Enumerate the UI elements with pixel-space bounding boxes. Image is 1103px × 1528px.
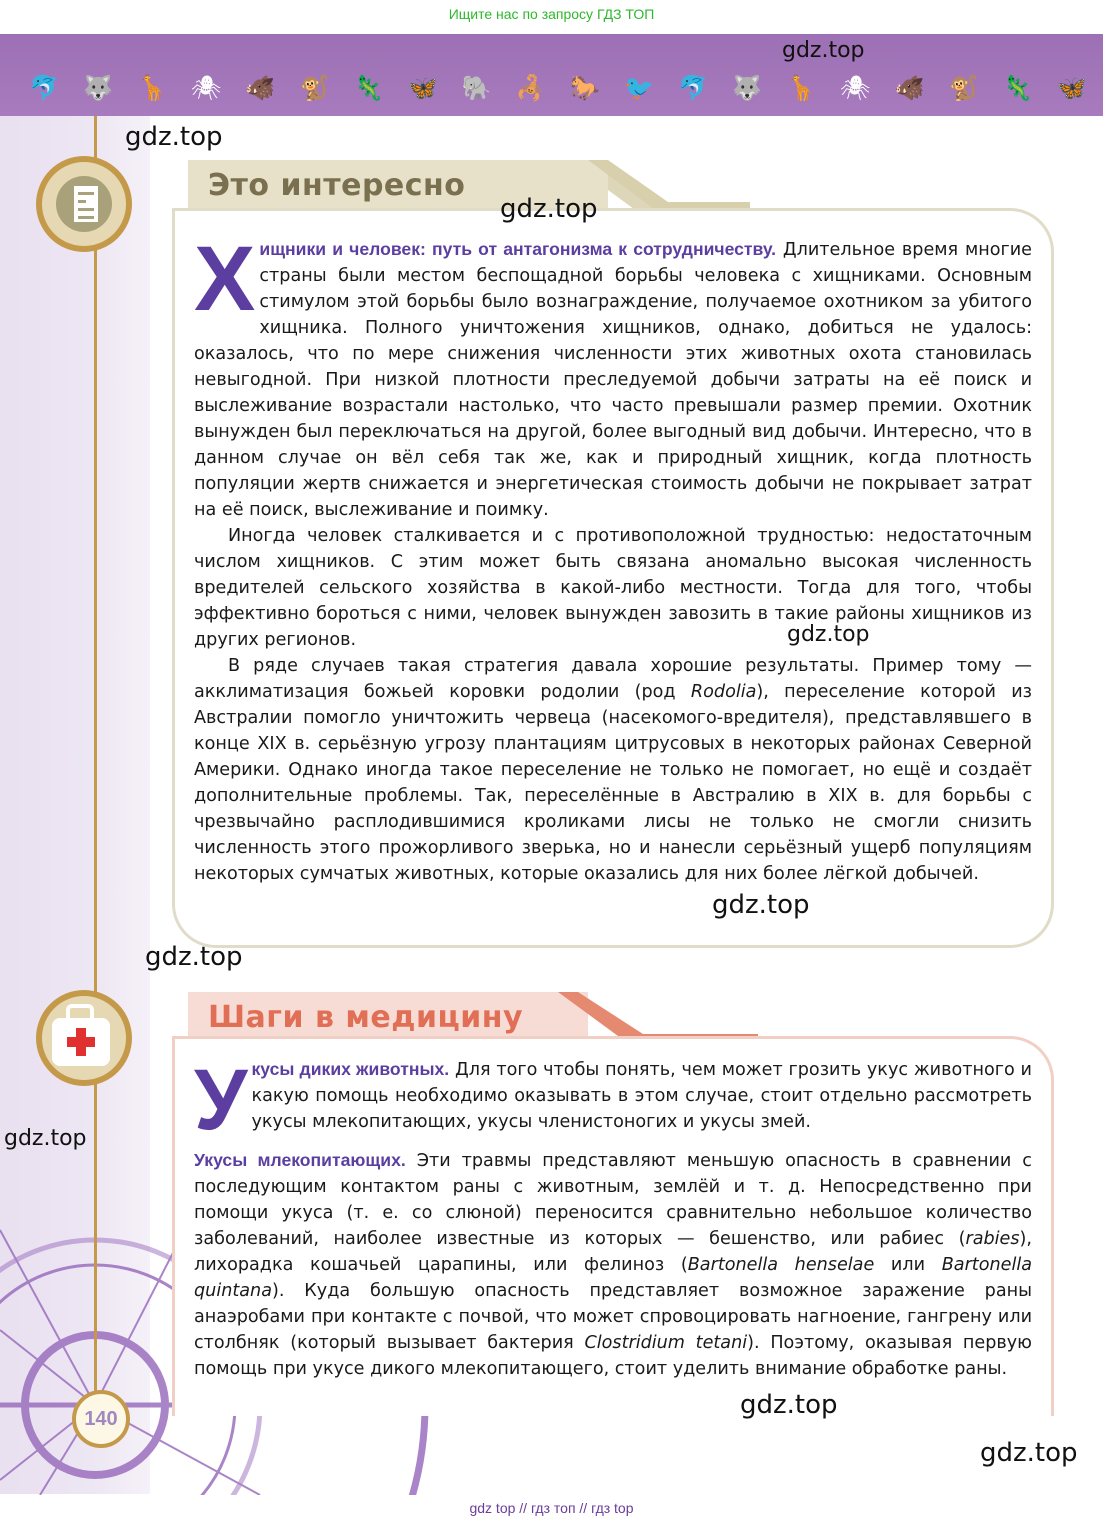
monkey-icon: 🐒 — [948, 74, 979, 102]
watermark: gdz.top — [787, 622, 870, 647]
butterfly-icon: 🦋 — [1056, 74, 1087, 102]
kit-handle — [66, 1004, 94, 1018]
paragraph-mammal-bites: Укусы млекопитающих. Эти травмы представляют меньшую опасность в сравнении с последующим контактом раны с животным, землёй и т. д. Непосредственно при помощи укуса (т. е. со слюной) переносится сравнительно небольшое количество заболеваний, наиболее известные из которых — бешенство, или рабиес (rabies), лихорадка кошачьей царапины, или фелиноз (Bartonella henselae или Bartonella quintana). Куда большую опасность представляет возможное заражение раны анаэробами при контакте с почвой, что может спровоцировать нагноение, гангрену или столбняк (который вызывает бактерия Clostridium tetani). Поэтому, оказывая первую помощь при укусе дикого млекопитающего, стоит уделить внимание обработке раны. — [194, 1150, 1032, 1379]
footer-links: gdz top // гдз топ // гдз top — [469, 1500, 634, 1516]
scorpion-icon: 🦂 — [515, 74, 546, 102]
section-badge-interesting — [36, 156, 132, 252]
drop-cap: Х — [194, 228, 256, 330]
search-hint: Ищите нас по запросу ГДЗ ТОП — [448, 6, 655, 22]
section-title: Шаги в медицину — [208, 1000, 524, 1035]
wolf-icon: 🐺 — [732, 74, 763, 102]
spider-icon: 🕷 — [840, 74, 871, 102]
section-header-interesting — [188, 160, 758, 208]
giraffe-icon: 🦒 — [786, 74, 817, 102]
section-title: Это интересно — [208, 168, 466, 203]
watermark: gdz.top — [712, 890, 810, 920]
red-cross-horizontal — [67, 1037, 95, 1047]
lizard-icon: 🦎 — [353, 74, 384, 102]
watermark: gdz.top — [740, 1390, 838, 1420]
sub-heading: Укусы млекопитающих. — [194, 1150, 406, 1170]
section-body-interesting — [194, 228, 1032, 887]
dolphin-icon: 🐬 — [678, 74, 709, 102]
spider-icon: 🕷 — [191, 74, 222, 102]
drop-cap: У — [194, 1052, 248, 1148]
bird-icon: 🐦 — [624, 74, 654, 102]
margin-gold-line — [94, 116, 97, 1396]
dolphin-icon: 🐬 — [29, 74, 59, 102]
watermark: gdz.top — [125, 122, 223, 152]
watermark: gdz.top — [145, 942, 243, 972]
section-header-medicine — [188, 992, 758, 1040]
watermark: gdz.top — [4, 1126, 87, 1151]
butterfly-icon: 🦋 — [407, 74, 438, 102]
lead-heading: ищники и человек: путь от антагонизма к сотрудничеству. — [259, 239, 777, 259]
paragraph-2: Иногда человек сталкивается и с противоположной трудностью: недостаточным числом хищников. С этим может быть связана аномально высокая численность вредителей сельского хозяйства в какой-либо местности. Тогда для того, чтобы эффективно бороться с ними, человек вынужден завозить в такие районы хищников из других регионов. — [194, 526, 1032, 650]
watermark: gdz.top — [500, 194, 598, 224]
monkey-icon: 🐒 — [299, 74, 330, 102]
lizard-icon: 🦎 — [1002, 74, 1033, 102]
watermark: gdz.top — [980, 1438, 1078, 1468]
elephant-icon: 🐘 — [461, 74, 492, 102]
paragraph-text: Для того чтобы понять, чем может грозить укус животного и какую помощь необходимо оказывать в этом случае, стоит отдельно рассмотреть укусы млекопитающих, укусы членистоногих и укусы змей. — [251, 1060, 1032, 1132]
animal-silhouettes — [28, 74, 1088, 102]
first-aid-kit-icon — [52, 1018, 110, 1066]
paragraph-3: В ряде случаев такая стратегия давала хорошие результаты. Пример тому — акклиматизация божьей коровки родолии (род Rodolia), переселение которой из Австралии помогло уничтожить червеца (насекомого-вредителя), представлявшего в конце XIX в. серьёзную угрозу плантациям цитрусовых в некоторых районах Северной Америки. Однако иногда такое переселение не только не помогает, но ещё и создаёт дополнительные проблемы. Так, переселённые в Австралию в XIX в. для борьбы с чрезвычайно расплодившимися кроликами лисы не только не смогли снизить численность этого прожорливого зверька, но и нанесли серьёзный ущерб популяциям некоторых сумчатых животных, которые оказались для них более лёгкой добычей. — [194, 656, 1032, 884]
boar-icon: 🐗 — [894, 74, 925, 102]
section-badge-medicine — [36, 990, 132, 1086]
horse-icon: 🐎 — [569, 74, 600, 102]
section-body-medicine — [194, 1052, 1032, 1382]
page-number: 140 — [72, 1390, 130, 1448]
giraffe-icon: 🦒 — [137, 74, 168, 102]
watermark: gdz.top — [782, 38, 865, 63]
badge-inner — [56, 176, 112, 232]
paragraph-text: Длительное время многие страны были местом беспощадной борьбы человека с хищниками. Основным стимулом этой борьбы было вознаграждение, получаемое охотником за убитого хищника. Полного уничтожения хищников, однако, добиться не удалось: оказалось, что по мере снижения численности этих животных охота становилась невыгодной. При низкой плотности преследуемой добычи затраты на её поиск и выслеживание возрастали настолько, что часто превышали размер премии. Охотник вынужден был переключаться на другой, более выгодный вид добычи. Интересно, что в данном случае он вёл себя так же, как и природный хищник, когда плотность популяции жертв снижается и энергетическая стоимость добычи не покрывает затрат на её поиск, выслеживание и поимку. — [194, 240, 1032, 520]
lead-heading: кусы диких животных. — [251, 1059, 450, 1079]
wolf-icon: 🐺 — [83, 74, 114, 102]
document-icon — [74, 186, 98, 222]
boar-icon: 🐗 — [245, 74, 276, 102]
